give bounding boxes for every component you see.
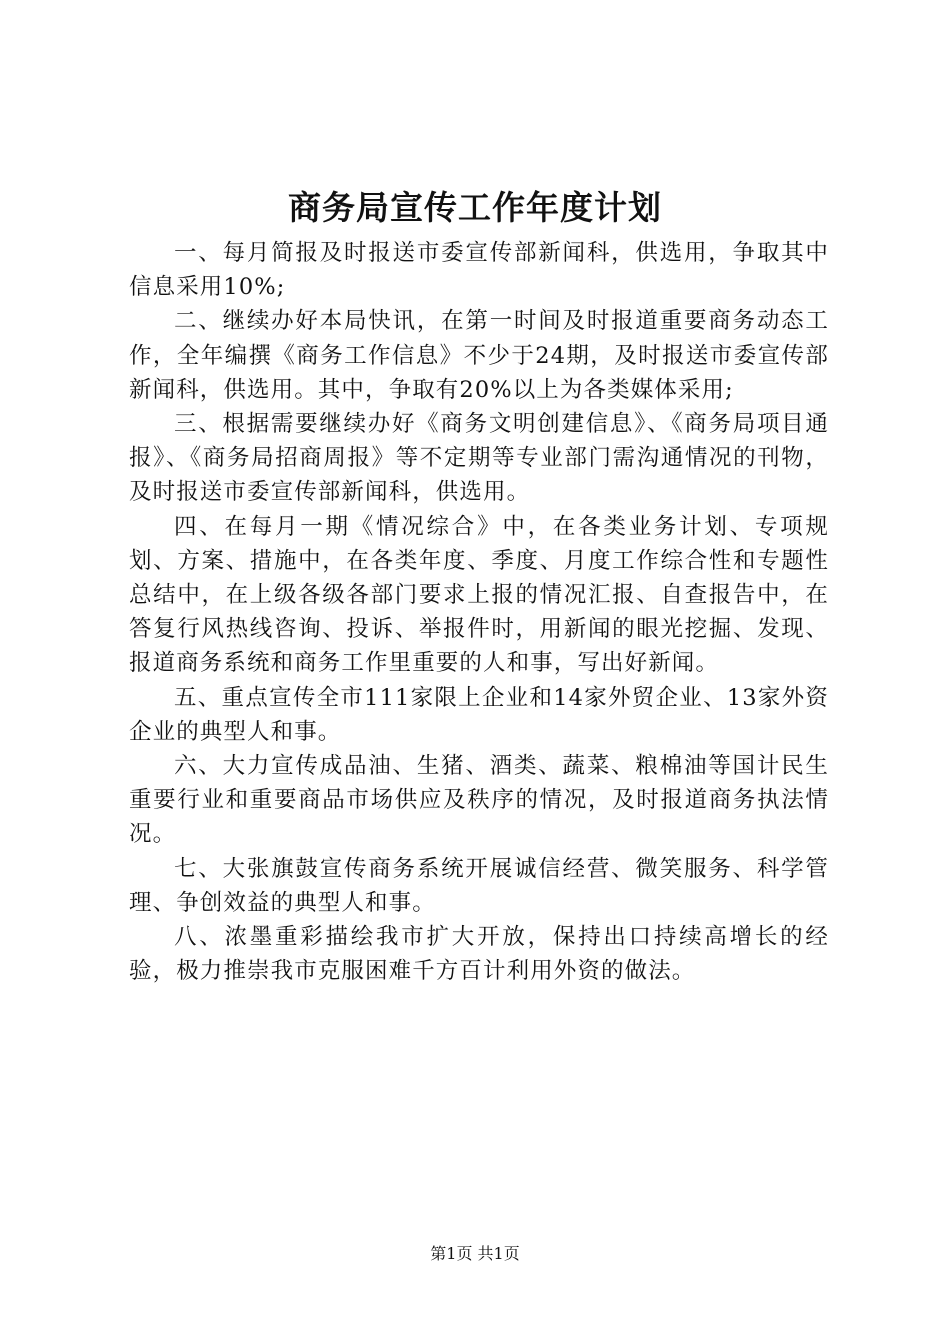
paragraph-4: 四、在每月一期《情况综合》中，在各类业务计划、专项规划、方案、措施中，在各类年度、季度、月度工作综合性和专题性总结中，在上级各级各部门要求上报的情况汇报、自查报告中，在答复行风热线咨询、投诉、举报件时，用新闻的眼光挖掘、发现、报道商务系统和商务工作里重要的人和事，写出好新闻。 <box>129 513 829 677</box>
paragraph-6: 六、大力宣传成品油、生猪、酒类、蔬菜、粮棉油等国计民生重要行业和重要商品市场供应及秩序的情况，及时报道商务执法情况。 <box>129 753 829 848</box>
paragraph-1: 一、每月简报及时报送市委宣传部新闻科，供选用，争取其中信息采用10%; <box>129 240 829 301</box>
paragraph-2: 二、继续办好本局快讯，在第一时间及时报道重要商务动态工作，全年编撰《商务工作信息》不少于24期，及时报送市委宣传部新闻科，供选用。其中，争取有20%以上为各类媒体采用; <box>129 308 829 403</box>
paragraph-8: 八、浓墨重彩描绘我市扩大开放，保持出口持续高增长的经验，极力推崇我市克服困难千方百计利用外资的做法。 <box>129 924 829 985</box>
paragraph-7: 七、大张旗鼓宣传商务系统开展诚信经营、微笑服务、科学管理、争创效益的典型人和事。 <box>129 855 829 916</box>
page-footer: 第1页 共1页 <box>430 1244 520 1263</box>
document-title: 商务局宣传工作年度计划 <box>288 188 662 227</box>
paragraph-3: 三、根据需要继续办好《商务文明创建信息》、《商务局项目通报》、《商务局招商周报》等不定期等专业部门需沟通情况的刊物，及时报送市委宣传部新闻科，供选用。 <box>129 411 829 506</box>
paragraph-5: 五、重点宣传全市111家限上企业和14家外贸企业、13家外资企业的典型人和事。 <box>129 684 829 745</box>
document-body <box>129 236 829 988</box>
